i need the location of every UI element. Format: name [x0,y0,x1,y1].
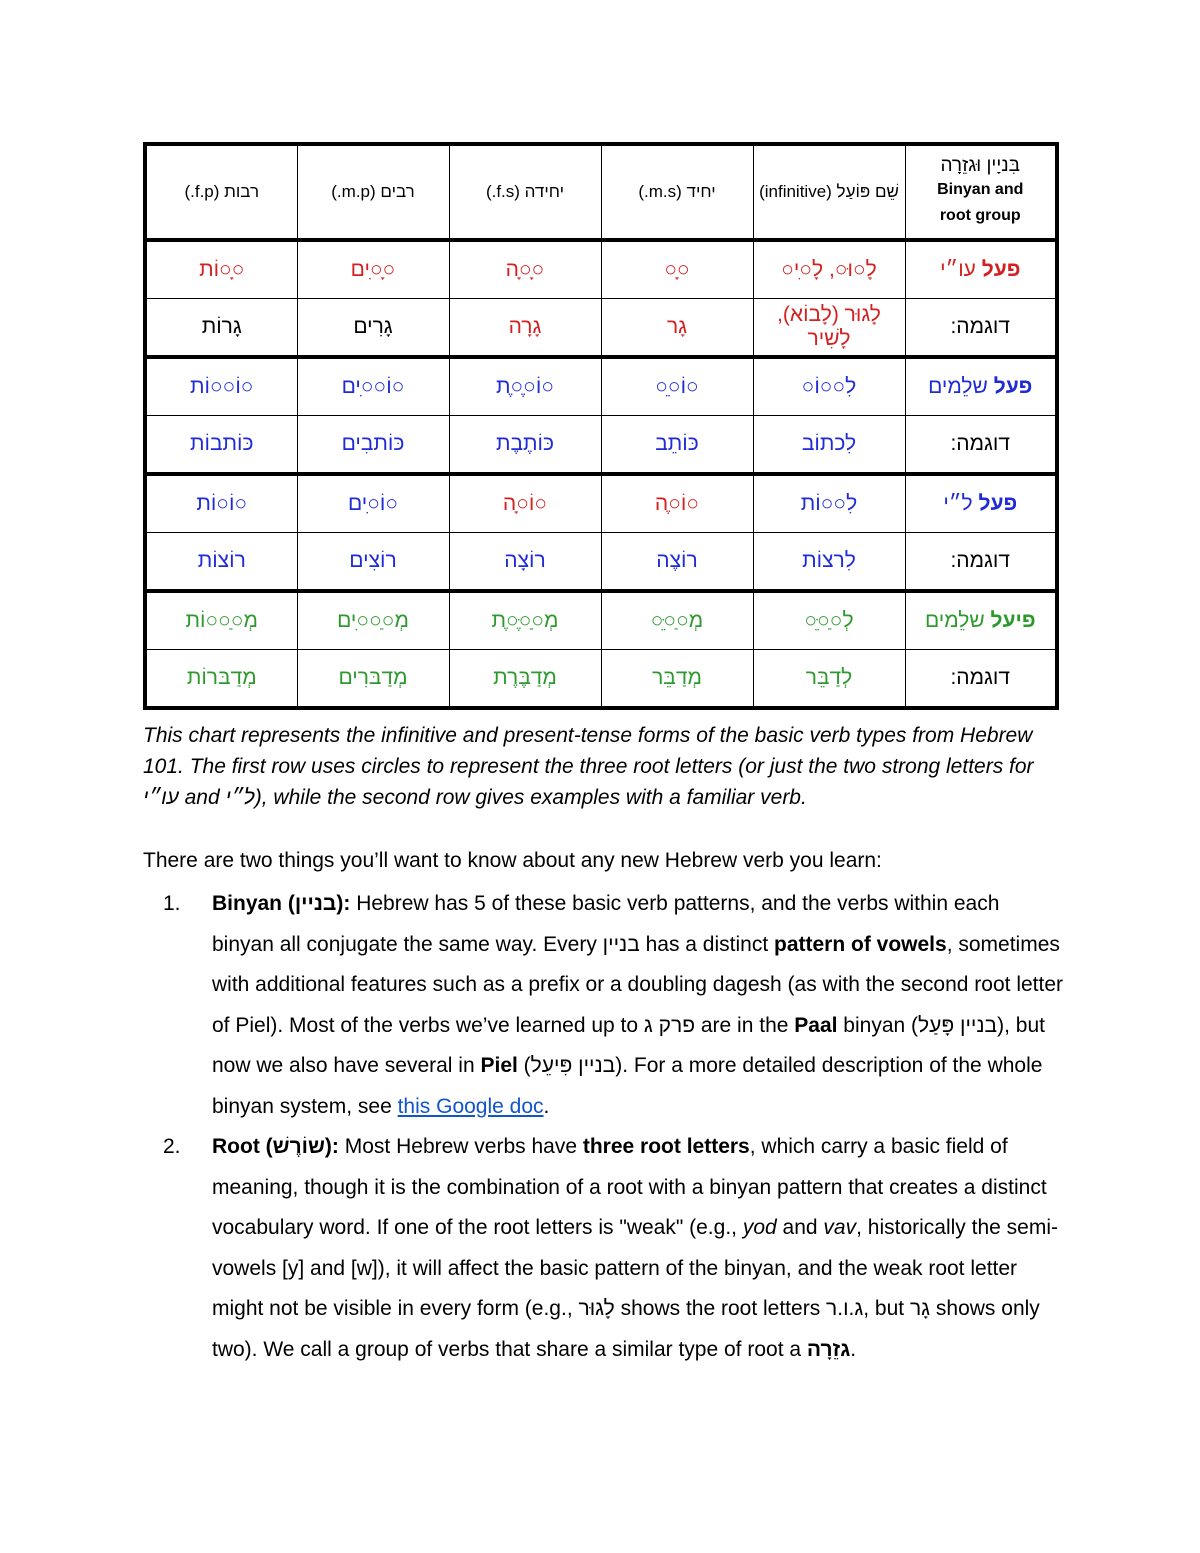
cell-fp: רוֹצוֹת [145,533,297,592]
table-row-pattern [145,357,1057,416]
cell-fs: מְדַבֶּרֶת [449,650,601,709]
cell-fp: מְ○ַ○○וֹת [145,591,297,650]
intro-paragraph: There are two things you’ll want to know about any new Hebrew verb you learn: [143,849,882,872]
header-fp: רבות (f.p.) [145,144,297,240]
cell-fp: ○ָ○וֹת [145,240,297,299]
header-fs: יחידה (f.s.) [449,144,601,240]
cell-infinitive: לִ○○וֹת [753,474,905,533]
cell-mp: כּוֹתבִים [297,416,449,475]
cell-fs: ○וֹ○ֶ○ֶת [449,357,601,416]
list-item-binyan: 1. Binyan (בניין): Hebrew has 5 of these basic verb patterns, and the verbs within each binyan all conjugate the same way. Every בניין has a distinct pattern of vowels, sometimes with additional features such as a prefix or a doubling dagesh (as with the second root letter of Piel). Most of the verbs we’ve learned up to פרק ג are in the Paal binyan (בניין פָּעַל), but now we also have several in Piel (בניין פִּיעֵל). For a more detailed description of the whole binyan system, see this Google doc. [143,884,1063,1127]
cell-fs: כּוֹתֶבֶת [449,416,601,475]
term-root: Root (שוֹרֶשׁ): [212,1135,339,1158]
cell-binyan-label: דוגמה: [905,299,1057,358]
table-row-example [145,416,1057,475]
cell-infinitive: לְדַבֵּר [753,650,905,709]
cell-ms: מְ○ַ○ֵּ○ [601,591,753,650]
cell-fp: כּוֹתבוֹת [145,416,297,475]
cell-binyan-label: דוגמה: [905,533,1057,592]
verb-forms-table [143,142,1059,710]
cell-fs: גָרָה [449,299,601,358]
google-doc-link[interactable]: this Google doc [397,1094,544,1118]
cell-fp: מְדַבּרוֹת [145,650,297,709]
cell-infinitive: לָ○וּ○, לָ○ִי○ [753,240,905,299]
cell-mp: ○וֹ○○ִים [297,357,449,416]
cell-fs: ○וֹ○ָה [449,474,601,533]
table-row-example [145,533,1057,592]
cell-mp: מְ○ַ○○ִים [297,591,449,650]
list-item-root: 2. Root (שוֹרֶשׁ): Most Hebrew verbs have three root letters, which carry a basic field of meaning, though it is the combination of a root with a binyan pattern that creates a distinct vocabulary word. If one of the root letters is "weak" (e.g., yod and vav, historically the semi-vowels [y] and [w]), it will affect the basic pattern of the binyan, and the weak root letter might not be visible in every form (e.g., לָגוּר shows the root letters ג.ו.ר, but גָר shows only two). We call a group of verbs that share a similar type of root a גזֵרָה. [143,1127,1063,1370]
cell-binyan-label: פעל ל״י [905,474,1057,533]
cell-fs: רוֹצָה [449,533,601,592]
cell-fs: ○ָ○ָה [449,240,601,299]
cell-ms: ○וֹ○ֵ○ [601,357,753,416]
table-row-pattern [145,240,1057,299]
list-number: 2. [163,1135,181,1158]
table-caption: This chart represents the infinitive and present-tense forms of the basic verb types from Hebrew 101. The first row uses circles to represent the three root letters (or just the two strong letters for עו״י and ל״י), while the second row gives examples with a familiar verb. [143,724,1034,809]
cell-infinitive: לָגוּר (לָבוֹא), לָשִׁיר [753,299,905,358]
cell-fs: מְ○ַ○ֶּ○ֶת [449,591,601,650]
cell-mp: ○וֹ○ִים [297,474,449,533]
header-binyan [905,144,1057,240]
cell-binyan-label: פעל שלֵמים [905,357,1057,416]
cell-mp: גָרִים [297,299,449,358]
header-binyan-english-1: Binyan and [937,181,1024,198]
cell-fp: ○וֹ○וֹת [145,474,297,533]
table-header-row [145,144,1057,240]
table-row-pattern [145,474,1057,533]
cell-infinitive: לִרצוֹת [753,533,905,592]
cell-infinitive: לִכתוֹב [753,416,905,475]
cell-binyan-label: דוגמה: [905,650,1057,709]
cell-mp: רוֹצִים [297,533,449,592]
header-binyan-english-2: root group [939,207,1021,224]
table-row-example [145,650,1057,709]
table-row-example [145,299,1057,358]
cell-mp: ○ָ○ִים [297,240,449,299]
header-infinitive: שֵׁם פּוֹעַל (infinitive) [753,144,905,240]
numbered-list [143,884,1063,1370]
cell-fp: ○וֹ○○וֹת [145,357,297,416]
cell-ms: ○ָ○ [601,240,753,299]
cell-ms: גָר [601,299,753,358]
cell-ms: רוֹצֶה [601,533,753,592]
cell-ms: כּוֹתֵב [601,416,753,475]
cell-binyan-label: פיעל שלֵמים [905,591,1057,650]
cell-binyan-label: פעל עו״י [905,240,1057,299]
cell-infinitive: לְ○ַ○ֵּ○ [753,591,905,650]
table-row-pattern [145,591,1057,650]
cell-binyan-label: דוגמה: [905,416,1057,475]
list-number: 1. [163,892,181,915]
header-binyan-hebrew: בִּניָין וּגזֵרָה [940,155,1021,176]
cell-fp: גָרוֹת [145,299,297,358]
cell-ms: ○וֹ○ֶה [601,474,753,533]
cell-infinitive: לִ○○וֹ○ [753,357,905,416]
cell-ms: מְדַבֵּר [601,650,753,709]
cell-mp: מְדַבּרִים [297,650,449,709]
header-ms: יחיד (m.s.) [601,144,753,240]
term-binyan: Binyan (בניין): [212,892,351,915]
header-mp: רבים (m.p.) [297,144,449,240]
